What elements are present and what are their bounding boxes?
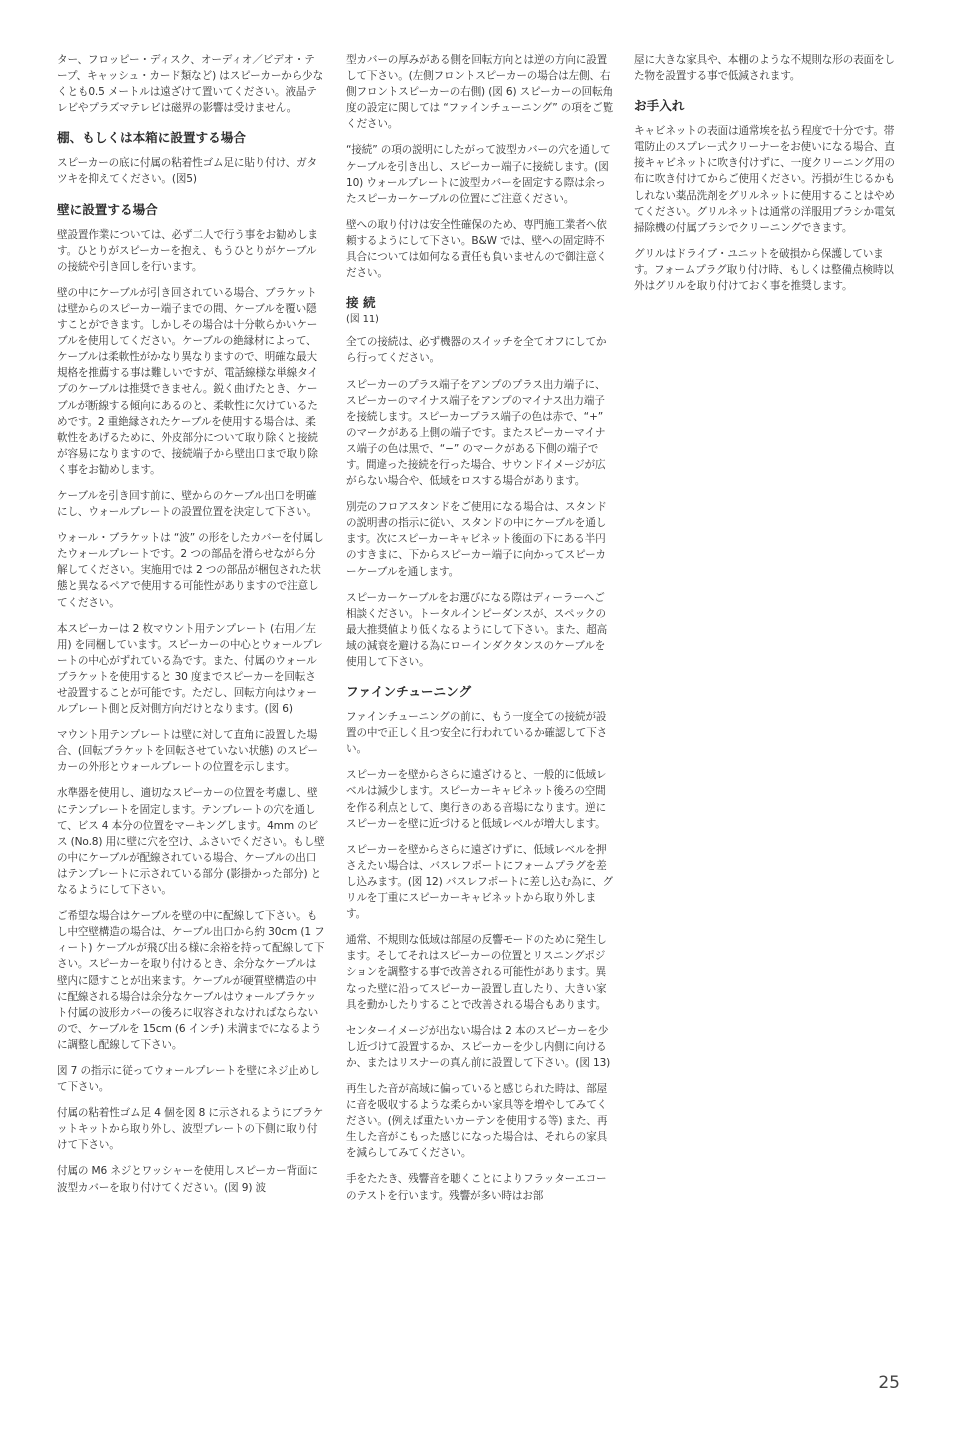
body-paragraph: グリルはドライブ・ユニットを破損から保護しています。フォームプラグ取り付け時、もしくは整備点検時以外はグリルを取り付けておく事を推奨します。 bbox=[634, 247, 894, 293]
body-paragraph: 通常、不規則な低域は部屋の反響モードのために発生します。そしてそれはスピーカーの位置とリスニングポジションを調整する事で改善される可能性があります。異なった壁に沿ってスピーカー設置し直したり、大きい家具を動かしたりすることで改善される場合もあります。 bbox=[346, 934, 607, 1011]
column-3 bbox=[634, 52, 902, 304]
body-paragraph: ファインチューニングの前に、もう一度全ての接続が設置の中で正しく且つ安全に行われているか確認して下さい。 bbox=[346, 711, 608, 756]
body-paragraph: 図 7 の指示に従ってウォールプレートを壁にネジ止めして下さい。 bbox=[57, 1064, 320, 1094]
page-number: 25 bbox=[878, 1373, 900, 1393]
body-paragraph: 壁設置作業については、必ず二人で行う事をお勧めします。ひとりがスピーカーを抱え、もうひとりがケーブルの接続や引き回しを行います。 bbox=[57, 228, 318, 273]
body-paragraph: ウォール・ブラケットは “波” の形をしたカバーを付属したウォールプレートです。2 つの部品を滑らせながら分解してください。実施用では 2 つの部品が梱包された状態と異なるペアで使用する可能性がありますので注意してください。 bbox=[57, 532, 324, 609]
body-paragraph: キャビネットの表面は通常埃を払う程度で十分です。帯電防止のスプレー式クリーナーをお使いになる場合、直接キャビネットに吹き付けずに、一度クリーニング用の布に吹き付けてからご使用ください。汚損が生じるかもしれない薬品洗剤をグリルネットに使用することはやめてください。グリルネットは通常の洋服用ブラシか電気掃除機の付属ブラシでクリーニングできます。 bbox=[634, 125, 896, 234]
body-paragraph: 付属の M6 ネジとワッシャーを使用しスピーカー背面に波型カバーを取り付けてください。(図 9) 波 bbox=[57, 1165, 318, 1194]
body-paragraph: 水準器を使用し、適切なスピーカーの位置を考慮し、壁にテンプレートを固定します。テンプレートの穴を通して、ビス 4 本分の位置をマーキングします。4mm のビス (No.8) 用に壁に穴を空け、ふさいでください。もし壁の中にケーブルが配線されている場合、ケーブルの出口はテンプレートに示されている部分 (影掛かった部分) となるようにして下さい。 bbox=[57, 787, 325, 897]
column-2 bbox=[346, 52, 614, 1214]
body-paragraph: 全ての接続は、必ず機器のスイッチを全てオフにしてから行ってください。 bbox=[346, 336, 607, 365]
body-paragraph: 壁への取り付けは安全性確保のため、専門施工業者へ依頼するようにして下さい。B&W では、壁への固定時不具合については如何なる責任も負いませんので御注意ください。 bbox=[346, 218, 607, 280]
body-paragraph: 屋に大きな家具や、本棚のような不規則な形の表面をした物を設置する事で低減されます。 bbox=[634, 54, 895, 83]
body-paragraph: 本スピーカーは 2 枚マウント用テンプレート (右用／左用) を同梱しています。スピーカーの中心とウォールプレートの中心がずれている為です。また、付属のウォールブラケットを使用すると 30 度までスピーカーを回転させ設置することが可能です。ただし、回転方向はウォールプレート側と反対側方向だけとなります。(図 6) bbox=[57, 622, 323, 716]
section-heading: 接 続 bbox=[346, 295, 376, 311]
section-heading: ファインチューニング bbox=[346, 684, 472, 700]
column-1 bbox=[57, 52, 325, 1206]
section-heading: 壁に設置する場合 bbox=[57, 201, 158, 217]
body-paragraph: 手をたたき、残響音を聴くことによりフラッターエコーのテストを行います。残響が多い時はお部 bbox=[346, 1173, 607, 1202]
body-paragraph: ター、フロッピー・ディスク、オーディオ／ビデオ・テープ、キャッシュ・カード類など) はスピーカーから少なくとも0.5 メートルは遠ざけて置いてください。液晶テレビやプラズマテレビは磁界の影響は受けません。 bbox=[57, 54, 324, 115]
section-heading: 棚、もしくは本箱に設置する場合 bbox=[57, 130, 246, 146]
body-paragraph: ケーブルを引き回す前に、壁からのケーブル出口を明確にし、ウォールプレートの設置位置を決定して下さい。 bbox=[57, 489, 318, 519]
figure-reference: (図 11) bbox=[346, 314, 379, 326]
body-paragraph: スピーカーを壁からさらに遠ざけずに、低域レベルを押さえたい場合は、バスレフポートにフォームプラグを差し込みます。(図 12) バスレフポートに差し込む為に、グリルを丁重にスピーカーキャビネットから取り外します。 bbox=[346, 843, 613, 921]
section-heading: お手入れ bbox=[634, 98, 685, 114]
body-paragraph: スピーカーを壁からさらに遠ざけると、一般的に低域レベルは減少します。スピーカーキャビネット後ろの空間を作る利点として、奥行きのある音場になります。逆にスピーカーを壁に近づけると低域レベルが増大します。 bbox=[346, 769, 607, 830]
body-paragraph: 再生した音が高域に偏っていると感じられた時は、部屋に音を吸収するような柔らかい家具等を増やしてみてください。(例えば重たいカーテンを使用する等) また、再生した音がこもった感じになった場合は、それらの家具を減らしてみてください。 bbox=[346, 1082, 608, 1160]
body-paragraph: スピーカーの底に付属の粘着性ゴム足に貼り付け、ガタツキを抑えてください。(図5) bbox=[57, 157, 318, 186]
body-paragraph: “接続” の項の説明にしたがって波型カバーの穴を通してケーブルを引き出し、スピーカー端子に接続します。(図 10) ウォールプレートに波型カバーを固定する際は余ったスピーカーケーブルの位置にご注意ください。 bbox=[346, 144, 611, 205]
body-paragraph: スピーカーのプラス端子をアンプのプラス出力端子に、スピーカーのマイナス端子をアンプのマイナス出力端子を接続します。スピーカープラス端子の色は赤で、“+” のマークがある上側の端子です。またスピーカーマイナス端子の色は黒で、“−” のマークがある下側の端子です。間違った接続を行った場合、サウンドイメージが広がらない場合や、低域をロスする場合があります。 bbox=[346, 378, 606, 488]
body-paragraph: スピーカーケーブルをお選びになる際はディーラーへご相談ください。トータルインピーダンスが、スペックの最大推奨値より低くなるようにして下さい。また、超高域の減衰を避ける為にローインダクタンスのケーブルを使用して下さい。 bbox=[346, 591, 608, 668]
body-paragraph: 付属の粘着性ゴム足 4 個を図 8 に示されるようにブラケットキットから取り外し、波型プレートの下側に取り付けて下さい。 bbox=[57, 1107, 324, 1152]
body-paragraph: マウント用テンプレートは壁に対して直角に設置した場合、(回転ブラケットを回転させていない状態) のスピーカーの外形とウォールプレートの位置を示します。 bbox=[57, 729, 318, 774]
body-paragraph: ご希望な場合はケーブルを壁の中に配線して下さい。もし中空壁構造の場合は、ケーブル出口から約 30cm (1 フィート) ケーブルが飛び出る様に余裕を持って配線して下さい。スピーカーを取り付けるとき、余分なケーブルは壁内に隠すことが出来ます。ケーブルが硬質壁構造の中に配線される場合は余分なケーブルはウォールブラケット付属の波形カバーの後ろに収容されなければならないので、ケーブルを 15cm (6 インチ) 未満までになるように調整し配線して下さい。 bbox=[57, 910, 325, 1051]
body-paragraph: 型カバーの厚みがある側を回転方向とは逆の方向に設置して下さい。(左側フロントスピーカーの場合は左側、右側フロントスピーカーの右側) (図 6) スピーカーの回転角度の設定に関しては “ファインチューニング” の項をご覧ください。 bbox=[346, 54, 614, 131]
body-paragraph: 壁の中にケーブルが引き回されている場合、ブラケットは壁からのスピーカー端子までの間、ケーブルを覆い隠すことができます。しかしその場合は十分軟らかいケーブルを使用してください。ケーブルの絶縁材によって、ケーブルは柔軟性がかなり異なりますので、明確な最大規格を推薦する事は難しいですが、電話線様な単線タイプのケーブルは推奨できません。鋭く曲げたとき、ケーブルが断線する傾向にあるのと、柔軟性に欠けているためです。2 重絶縁されたケーブルを使用する場合は、柔軟性をあげるために、外皮部分について取り除くと接続が容易になりますので、接続端子から壁出口まで取り除く事をお勧めします。 bbox=[57, 286, 318, 476]
body-paragraph: センターイメージが出ない場合は 2 本のスピーカーを少し近づけて設置するか、スピーカーを少し内側に向けるか、またはリスナーの真ん前に設置して下さい。(図 13) bbox=[346, 1024, 611, 1069]
body-paragraph: 別売のフロアスタンドをご使用になる場合は、スタンドの説明書の指示に従い、スタンドの中にケーブルを通します。次にスピーカーキャビネット後面の下にある半円のすきまに、下からスピーカー端子に向かってスピーカーケーブルを通します。 bbox=[346, 501, 607, 578]
